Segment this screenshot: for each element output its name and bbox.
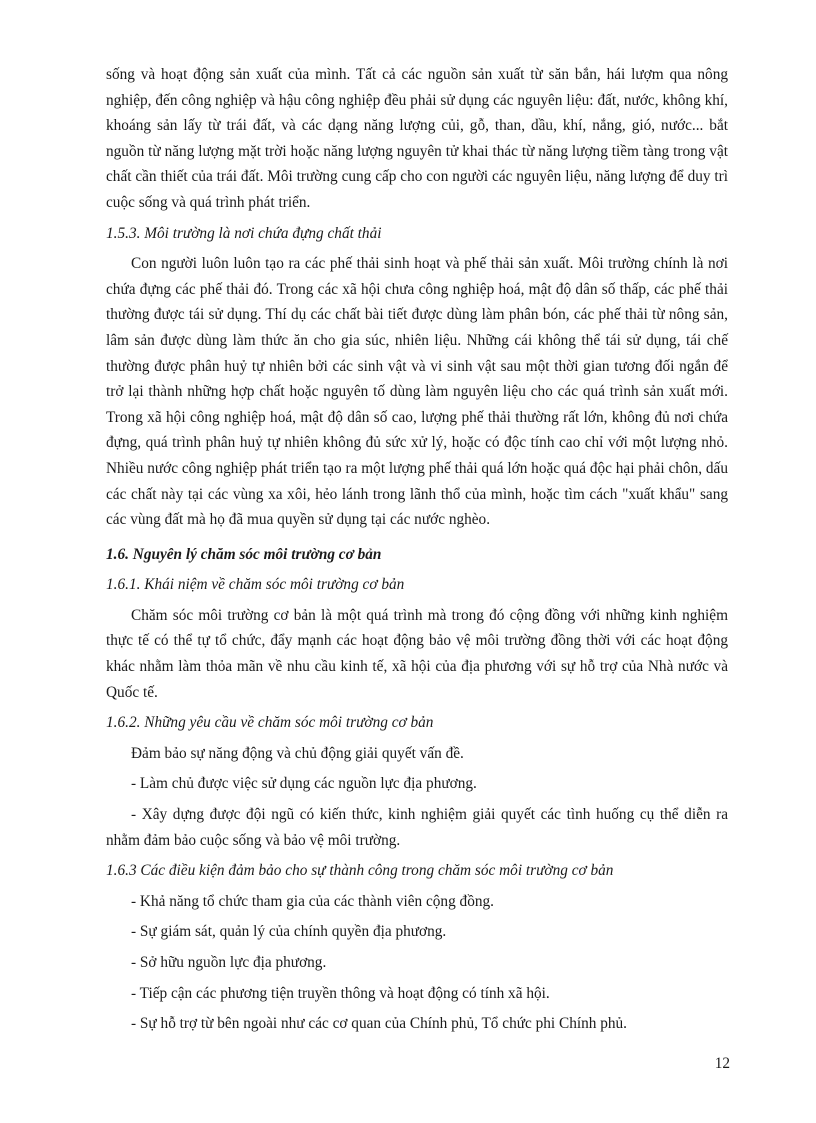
requirement-item: - Xây dựng được đội ngũ có kiến thức, kinh nghiệm giải quyết các tình huống cụ thể diễn ra nhằm đảm bảo cuộc sống và bảo vệ môi trường. [106,806,728,849]
condition-item: - Tiếp cận các phương tiện truyền thông và hoạt động có tính xã hội. [131,984,550,1002]
page-number: 12 [714,1055,730,1072]
condition-item: - Sự giám sát, quản lý của chính quyền địa phương. [131,923,447,941]
requirement-item: - Làm chủ được việc sử dụng các nguồn lực địa phương. [131,775,477,793]
requirement-item: Đảm bảo sự năng động và chủ động giải quyết vấn đề. [131,744,464,762]
heading-1-6-1: 1.6.1. Khái niệm về chăm sóc môi trường cơ bản [106,576,405,594]
heading-1-5-3: 1.5.3. Môi trường là nơi chứa đựng chất thải [106,224,382,242]
heading-1-6-3: 1.6.3 Các điều kiện đảm bảo cho sự thành công trong chăm sóc môi trường cơ bản [106,862,614,880]
paragraph-definition: Chăm sóc môi trường cơ bản là một quá trình mà trong đó cộng đồng với những kinh nghiệm thực tế có thể tự tổ chức, đẩy mạnh các hoạt động bảo vệ môi trường đồng thời với các hoạt động khác nhằm làm thỏa mãn về nhu cầu kinh tế, xã hội của địa phương với sự hỗ trợ của Nhà nước và Quốc tế. [106,606,728,701]
page-content [106,62,728,1037]
paragraph-waste: Con người luôn luôn tạo ra các phế thải sinh hoạt và phế thải sản xuất. Môi trường chính là nơi chứa đựng các phế thải đó. Trong các xã hội chưa công nghiệp hoá, mật độ dân số thấp, các phế thải thường được tái sử dụng. Thí dụ các chất bài tiết được dùng làm phân bón, các phế thải từ nông sản, lâm sản được dùng làm thức ăn cho gia súc, nhiên liệu. Những cái không thể tái sử dụng, tái chế thường được phân huỷ tự nhiên bởi các sinh vật và vi sinh vật sau một thời gian tương đối ngắn để trở lại thành những hợp chất hoặc nguyên tố dùng làm nguyên liệu cho các quá trình sản xuất mới. Trong xã hội công nghiệp hoá, mật độ dân số cao, lượng phế thải thường rất lớn, không đủ nơi chứa đựng, quá trình phân huỷ tự nhiên không đủ sức xử lý, hoặc có độc tính cao chỉ với một lượng nhỏ. Nhiều nước công nghiệp phát triển tạo ra một lượng phế thải quá lớn hoặc quá độc hại phải chôn, dấu các chất này tại các vùng xa xôi, hẻo lánh trong lãnh thổ của mình, hoặc tìm cách "xuất khẩu" sang các vùng đất mà họ đã mua quyền sử dụng tại các nước nghèo. [106,255,728,529]
condition-item: - Sự hỗ trợ từ bên ngoài như các cơ quan của Chính phủ, Tổ chức phi Chính phủ. [131,1015,627,1033]
paragraph-continued: sống và hoạt động sản xuất của mình. Tất cả các nguồn sản xuất từ săn bắn, hái lượm qua nông nghiệp, đến công nghiệp và hậu công nghiệp đều phải sử dụng các nguyên liệu: đất, nước, không khí, khoáng sản lấy từ trái đất, và các dạng năng lượng củi, gỗ, than, dầu, khí, nắng, gió, nước... bắt nguồn từ năng lượng mặt trời hoặc năng lượng nguyên tử khai thác từ năng lượng tiềm tàng trong vật chất cần thiết của trái đất. Môi trường cung cấp cho con người các nguyên liệu, năng lượng để duy trì cuộc sống và quá trình phát triển. [106,66,728,211]
heading-1-6: 1.6. Nguyên lý chăm sóc môi trường cơ bản [106,545,382,563]
condition-item: - Khả năng tổ chức tham gia của các thành viên cộng đồng. [131,892,494,910]
heading-1-6-2: 1.6.2. Những yêu cầu về chăm sóc môi trường cơ bản [106,714,434,732]
condition-item: - Sở hữu nguồn lực địa phương. [131,954,327,971]
